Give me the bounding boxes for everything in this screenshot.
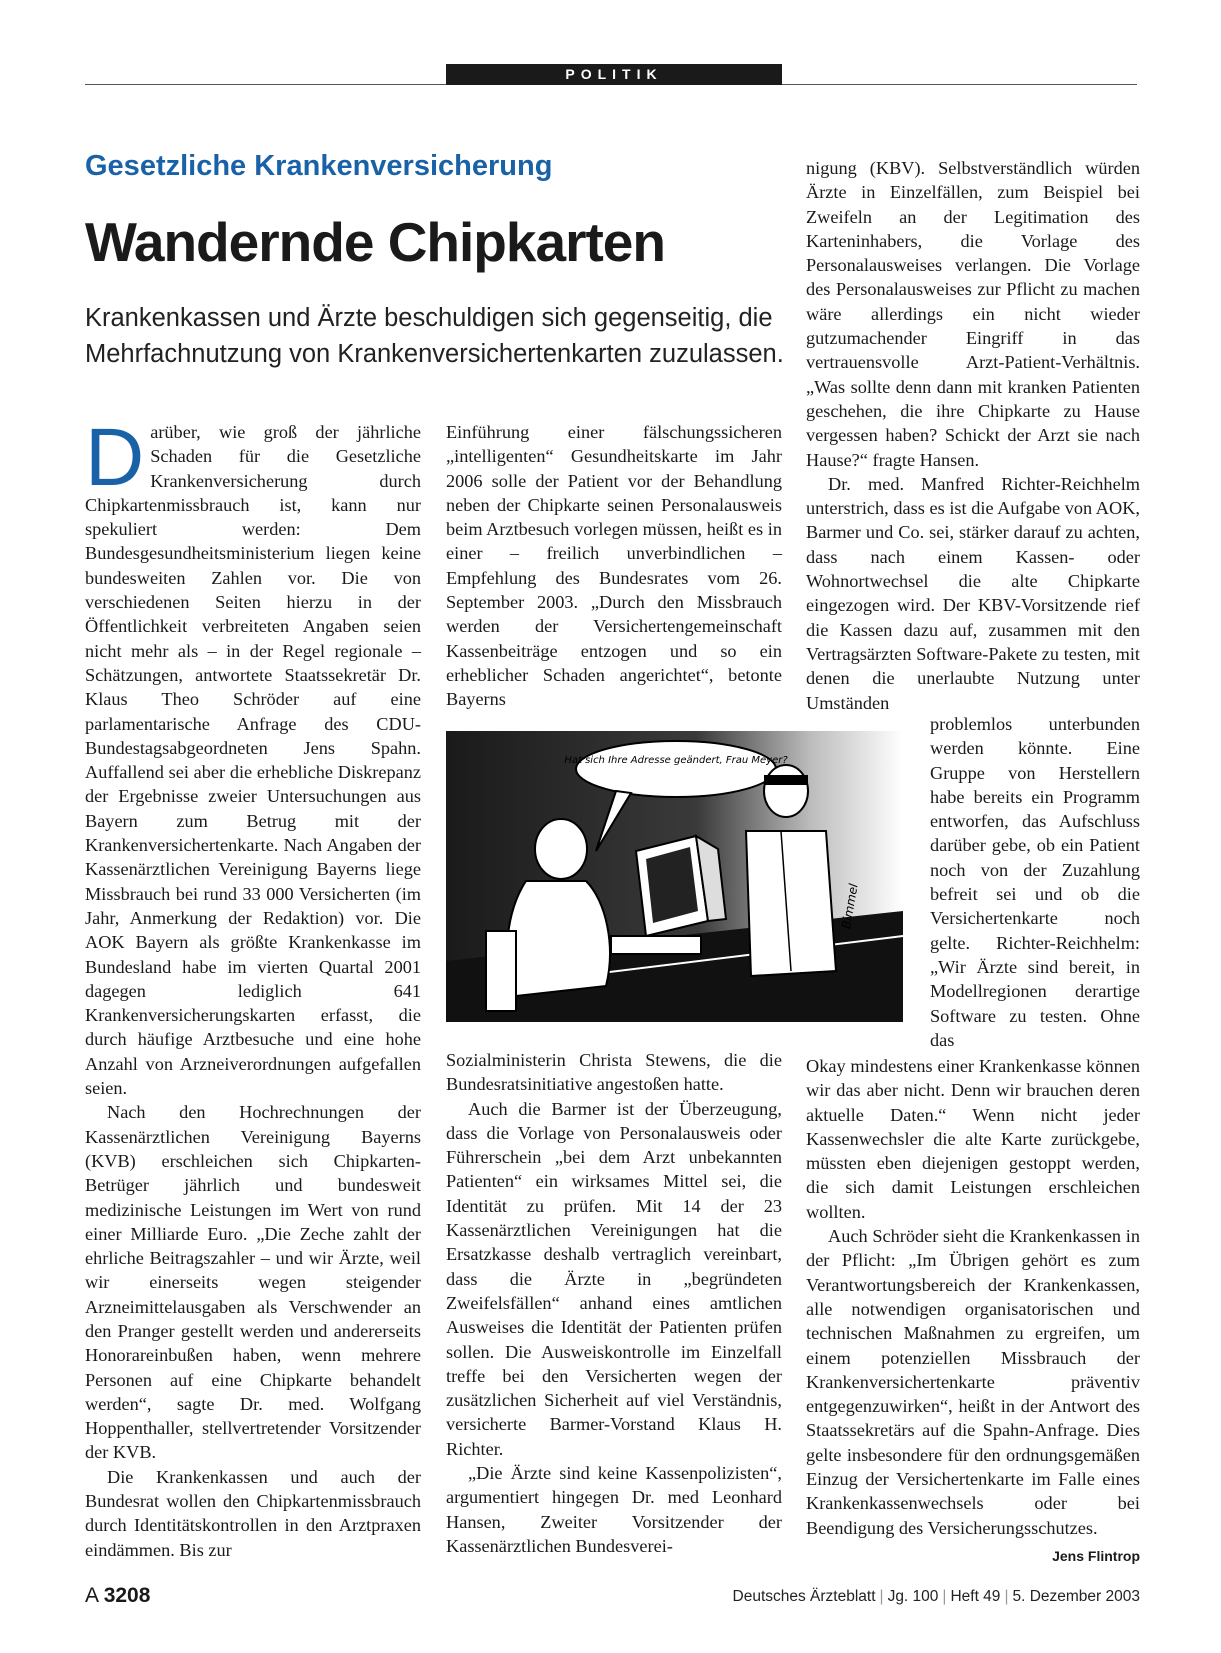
paragraph: Okay mindestens einer Krankenkasse können wir das aber nicht. Denn wir brauchen deren aktuelle Daten.“ Wenn nicht jeder Kassenwechsler die alte Karte zurückgebe, müssten eben diejenigen gestoppt werden, die sich damit Leistungen erschleichen wollten. bbox=[806, 1056, 1140, 1222]
artist-signature: Bimmel bbox=[838, 882, 861, 930]
cartoon-illustration bbox=[446, 731, 903, 1022]
page-number: A 3208 bbox=[85, 1584, 151, 1607]
column-1 bbox=[85, 412, 421, 1562]
journal-issue: Heft 49 bbox=[950, 1588, 1001, 1605]
paragraph: Auch Schröder sieht die Krankenkassen in der Pflicht: „Im Übrigen gehört es zum Verantwortungsbereich der Krankenkassen, alle notwendigen organisatorischen und technischen Maßnahmen zu ergreifen, um einem potenziellen Missbrauch der Krankenversichertenkarte präventiv entgegenzuwirken“, heißt in der Antwort des Staatssekretärs auf die Spahn-Anfrage. Dies gelte insbesondere für den ordnungsgemäßen Einzug der Versichertenkarte im Falle eines Krankenkassenwechsels oder bei Beendigung des Versicherungsschutzes. Jens Flintrop bbox=[806, 1224, 1140, 1540]
paragraph: nigung (KBV). Selbstverständlich würden Ärzte in Einzelfällen, zum Beispiel bei Zweifeln an der Legitimation des Karteninhabers, die Vorlage des Personalausweises verlangen. Die Vorlage des Personalausweises zur Pflicht zu machen wäre allerdings ein nicht wieder gutzumachender Eingriff in das vertrauensvolle Arzt-Patient-Verhältnis. „Was sollte denn dann mit kranken Patienten geschehen, die ihre Chipkarte zu Hause vergessen haben? Schickt der Arzt sie nach Hause?“ fragte Hansen. bbox=[806, 158, 1140, 470]
column-2-top bbox=[446, 420, 782, 712]
kicker: Gesetzliche Krankenversicherung bbox=[85, 150, 553, 182]
paragraph: Nach den Hochrechnungen der Kassenärztlichen Vereinigung Bayerns (KVB) erschleichen sich Chipkarten-Betrüger jährlich und bundesweit medizinische Leistungen im Wert von rund einer Milliarde Euro. „Die Zeche zahlt der ehrliche Beitragszahler – und wir Ärzte, weil wir einerseits wegen steigender Arzneimittelausgaben als Verschwender an den Pranger gestellt werden und andererseits Honorareinbußen haben, wenn mehrere Personen auf eine Chipkarte behandelt werden“, sagte Dr. med. Wolfgang Hoppenthaller, stellvertretender Vorsitzender der KVB. bbox=[85, 1102, 421, 1463]
drop-cap: D bbox=[85, 412, 145, 503]
paragraph: Einführung einer fälschungssicheren „intelligenten“ Gesundheitskarte im Jahr 2006 solle der Patient vor der Behandlung neben der Chipkarte seinen Personalausweis beim Arztbesuch vorlegen müssen, heißt es in einer – freilich unverbindlichen – Empfehlung des Bundesrates vom 26. September 2003. „Durch den Missbrauch werden der Versichertengemeinschaft Kassenbeiträge entzogen und so ein erheblicher Schaden angerichtet“, betonte Bayerns bbox=[446, 422, 782, 710]
paragraph: Auch die Barmer ist der Überzeugung, dass die Vorlage von Personalausweis oder Führerschein „bei dem Arzt unbekannten Patienten“ ein wirksames Mittel sei, die Identität zu prüfen. Mit 14 der 23 Kassenärztlichen Vereinigungen hat die Ersatzkasse deshalb vertraglich vereinbart, dass die Ärzte in „begründeten Zweifelsfällen“ anhand eines amtlichen Ausweises die Identität der Patienten prüfen sollen. Die Ausweiskontrolle im Einzelfall treffe bei den Versicherten wegen der zusätzlichen Sicherheit auf viel Verständnis, versicherte Barmer-Vorstand Klaus H. Richter. bbox=[446, 1098, 782, 1459]
speech-text: Hat sich Ihre Adresse geändert, Frau Meyer? bbox=[564, 755, 788, 766]
column-3-top bbox=[806, 156, 1140, 715]
paragraph: Die Krankenkassen und auch der Bundesrat wollen den Chipkartenmissbrauch durch Identitätskontrollen in den Arztpraxen eindämmen. Bis zur bbox=[85, 1466, 421, 1560]
journal-volume: Jg. 100 bbox=[887, 1588, 939, 1605]
journal-name: Deutsches Ärzteblatt bbox=[732, 1588, 876, 1605]
paragraph: „Die Ärzte sind keine Kassenpolizisten“, argumentiert hingegen Dr. med Leonhard Hansen, Zweiter Vorsitzender der Kassenärztlichen Bundesverei- bbox=[446, 1463, 782, 1556]
paragraph: problemlos unterbunden werden könnte. Eine Gruppe von Herstellern habe bereits ein Programm entworfen, das Aufschluss darüber gebe, ob ein Patient noch von der Zuzahlung befreit sei und ob die Versichertenkarte noch gelte. Richter-Reichhelm: „Wir Ärzte sind bereit, in Modellregionen derartige Software zu testen. Ohne das bbox=[930, 714, 1140, 1050]
lead-paragraph: Krankenkassen und Ärzte beschuldigen sich gegenseitig, die Mehrfachnutzung von Krankenversichertenkarten zuzulassen. bbox=[85, 304, 784, 368]
column-2-bottom bbox=[446, 1048, 782, 1558]
paragraph: Dr. med. Manfred Richter-Reichhelm unterstrich, dass es ist die Aufgabe von AOK, Barmer und Co. sei, stärker darauf zu achten, dass nach einem Kassen- oder Wohnortwechsel die alte Chipkarte eingezogen wird. Der KBV-Vorsitzende rief die Kassen dazu auf, zusammen mit den Vertragsärzten Software-Pakete zu testen, mit denen die unerlaubte Nutzung unter Umständen bbox=[806, 473, 1140, 713]
journal-footer: Deutsches Ärzteblatt | Jg. 100 | Heft 49 | 5. Dezember 2003 bbox=[732, 1588, 1140, 1605]
column-3-wrap bbox=[930, 712, 1140, 1052]
headline: Wandernde Chipkarten bbox=[85, 211, 665, 273]
speech-bubble bbox=[576, 741, 776, 797]
author-byline: Jens Flintrop bbox=[1052, 1547, 1140, 1564]
paragraph: Darüber, wie groß der jährliche Schaden für die Gesetzliche Krankenversicherung durch Chipkartenmissbrauch ist, kann nur spekuliert werden: Dem Bundesgesundheitsministerium liegen keine bundesweiten Zahlen vor. Die von verschiedenen Seiten hierzu in der Öffentlichkeit verbreiteten Angaben seien nicht mehr als – in der Regel regionale – Schätzungen, antwortete Staatssekretär Dr. Klaus Theo Schröder auf eine parlamentarische Anfrage des CDU-Bundestagsabgeordneten Jens Spahn. Auffallend sei aber die erhebliche Diskrepanz der Ergebnisse zweier Untersuchungen aus Bayern zum Betrug mit der Krankenversichertenkarte. Nach Angaben der Kassenärztlichen Vereinigung Bayerns liege Missbrauch bei rund 33 000 Versicherten (im Jahr, Anmerkung der Redaktion) vor. Die AOK Bayern als größte Krankenkasse im Bundesland habe im vierten Quartal 2001 dagegen lediglich 641 Krankenversicherungskarten erfasst, die durch häufige Arztbesuche und eine hohe Anzahl von Arzneiverordnungen aufgefallen seien. bbox=[85, 412, 421, 1099]
paragraph: Sozialministerin Christa Stewens, die die Bundesratsinitiative angestoßen hatte. bbox=[446, 1050, 782, 1095]
section-tag: POLITIK bbox=[446, 64, 782, 85]
column-3-bottom bbox=[806, 1054, 1140, 1568]
journal-date: 5. Dezember 2003 bbox=[1012, 1588, 1140, 1605]
